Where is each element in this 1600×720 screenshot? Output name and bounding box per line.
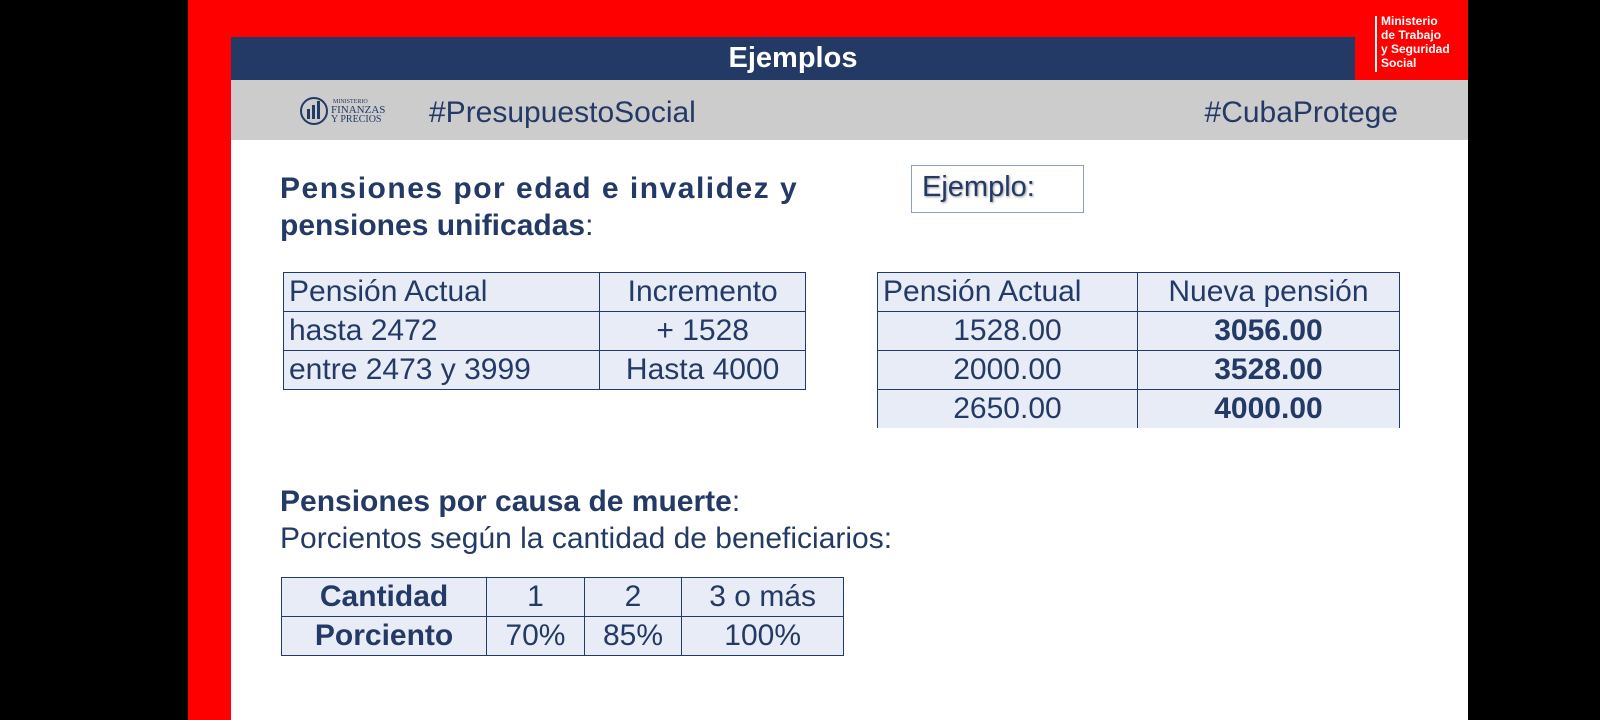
table-cell: 3056.00: [1137, 312, 1399, 351]
mtss-logo-line: Social: [1381, 56, 1417, 70]
mtss-logo: [1373, 14, 1468, 74]
table-cell: 100%: [682, 617, 844, 656]
table-row: [284, 312, 806, 351]
example-label: Ejemplo:: [911, 165, 1084, 213]
section1-heading-line1: Pensiones por edad e invalidez y: [280, 172, 799, 205]
percentage-table: [281, 577, 844, 656]
table-row: [282, 578, 844, 617]
table-row: [878, 390, 1400, 429]
table-cell: 2: [584, 578, 682, 617]
table-cell: 3 o más: [682, 578, 844, 617]
table-cell: 70%: [487, 617, 585, 656]
mtss-logo-line: Ministerio: [1381, 14, 1438, 28]
table-row: [282, 617, 844, 656]
table-cell: 3528.00: [1137, 351, 1399, 390]
table-row: [284, 351, 806, 390]
section1-heading-colon: :: [585, 209, 594, 242]
slide-title: Ejemplos: [231, 37, 1355, 80]
table-header-row: [284, 273, 806, 312]
table-header-cell: Incremento: [600, 273, 806, 312]
table-cell: 85%: [584, 617, 682, 656]
finanzas-logo-line: Y PRECIOS: [331, 114, 382, 125]
section2-heading: [280, 483, 892, 557]
table-cell: 1: [487, 578, 585, 617]
section2-heading-colon: :: [731, 485, 741, 518]
table-header-cell: Pensión Actual: [878, 273, 1138, 312]
example-table: [877, 272, 1400, 428]
table-cell: 1528.00: [878, 312, 1138, 351]
finanzas-logo-line: FINANZAS: [331, 104, 386, 116]
hashtag-cuba: #CubaProtege: [1204, 96, 1398, 129]
finanzas-logo: [300, 95, 392, 127]
table-cell: Hasta 4000: [600, 351, 806, 390]
mtss-logo-line: y Seguridad: [1381, 42, 1450, 56]
section1-heading: [280, 170, 840, 244]
table-row: [878, 312, 1400, 351]
slide: [188, 0, 1468, 720]
finanzas-logo-line: MINISTERIO: [333, 99, 368, 105]
table-cell: + 1528: [600, 312, 806, 351]
table-header-cell: Porciento: [282, 617, 487, 656]
table-cell: 2650.00: [878, 390, 1138, 429]
table-header-cell: Nueva pensión: [1137, 273, 1399, 312]
mtss-logo-line: de Trabajo: [1381, 28, 1442, 42]
increment-table: [283, 272, 806, 390]
table-cell: entre 2473 y 3999: [284, 351, 600, 390]
table-cell: 4000.00: [1137, 390, 1399, 429]
table-header-row: [878, 273, 1400, 312]
table-header-cell: Cantidad: [282, 578, 487, 617]
table-cell: hasta 2472: [284, 312, 600, 351]
hashtag-presupuesto: #PresupuestoSocial: [429, 96, 696, 129]
table-cell: 2000.00: [878, 351, 1138, 390]
section2-subheading: Porcientos según la cantidad de beneficiarios:: [280, 522, 893, 555]
table-row: [878, 351, 1400, 390]
section2-heading-bold: Pensiones por causa de muerte: [280, 485, 732, 518]
table-header-cell: Pensión Actual: [284, 273, 600, 312]
section1-heading-bold: pensiones unificadas: [280, 209, 586, 242]
